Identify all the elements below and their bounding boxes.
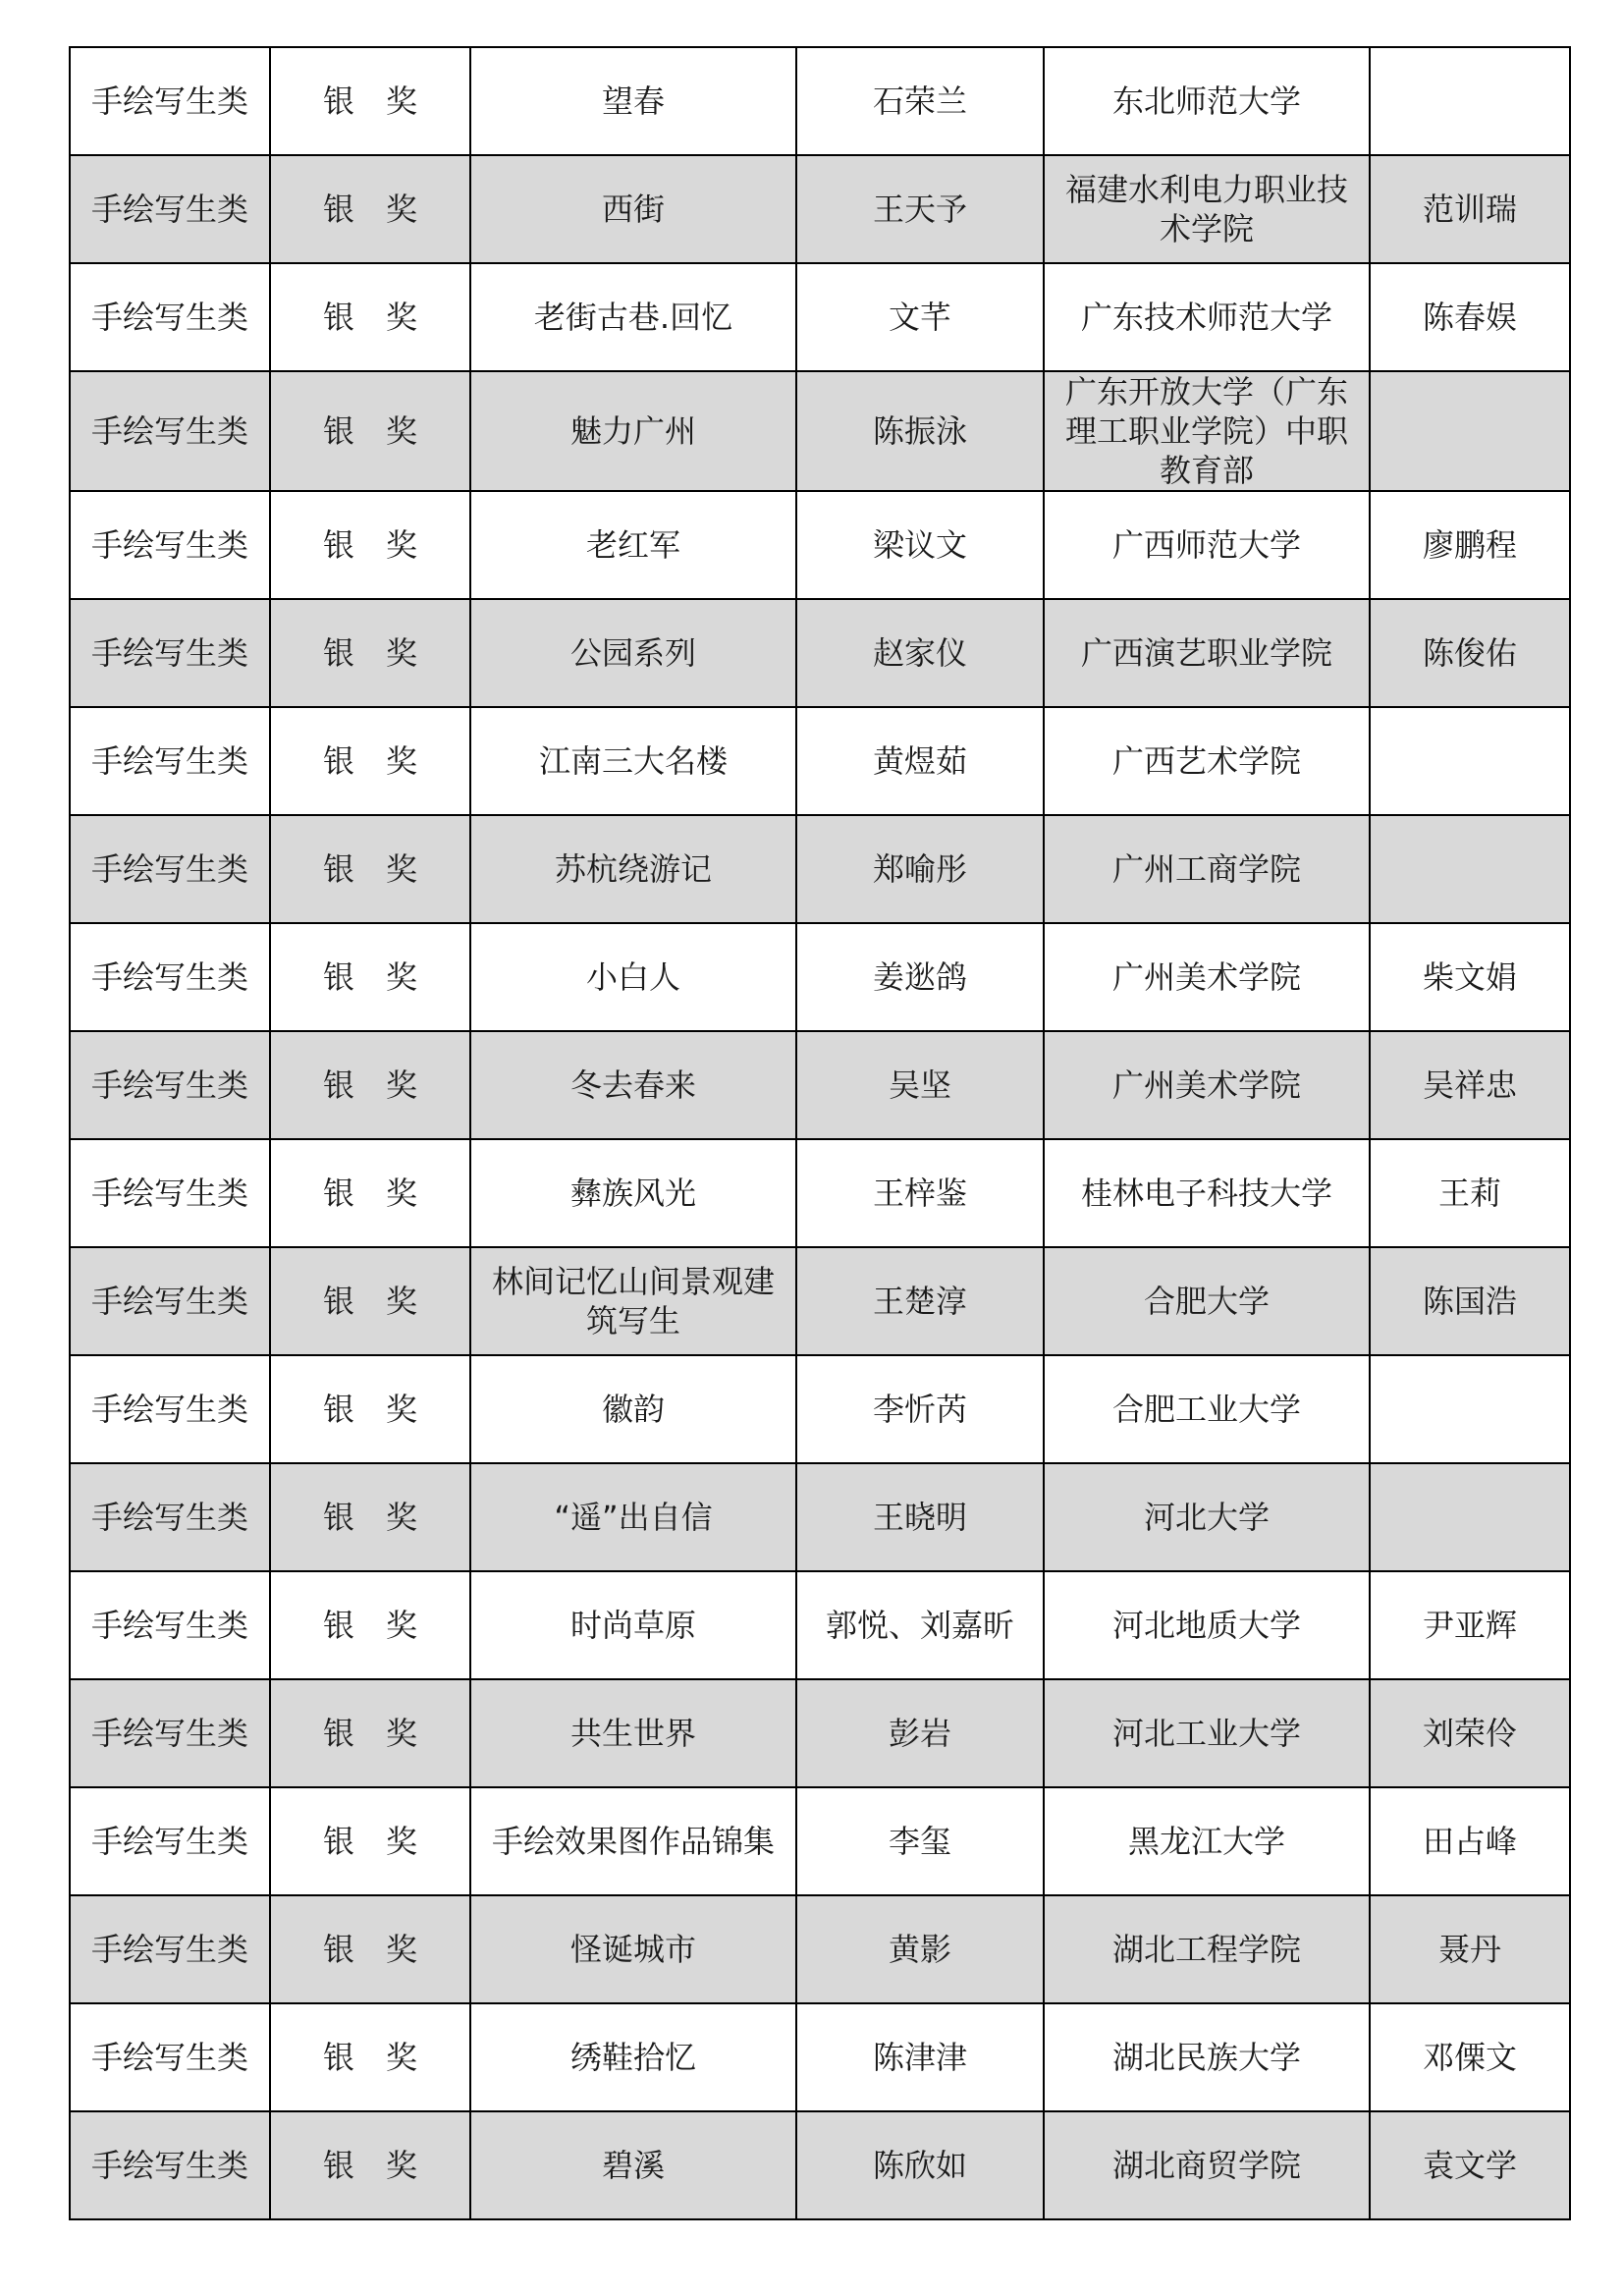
author-cell: 文芊: [796, 263, 1044, 371]
table-row: [70, 491, 1570, 599]
author-cell: 李玺: [796, 1787, 1044, 1895]
table-row: [70, 1895, 1570, 2003]
school-cell: 湖北商贸学院: [1044, 2111, 1370, 2219]
category-cell: 手绘写生类: [70, 1679, 270, 1787]
award-cell: 银 奖: [270, 47, 470, 155]
school-cell: 广州美术学院: [1044, 923, 1370, 1031]
work-title-cell: 手绘效果图作品锦集: [470, 1787, 796, 1895]
work-title-cell: 碧溪: [470, 2111, 796, 2219]
award-cell: 银 奖: [270, 491, 470, 599]
award-cell: 银 奖: [270, 923, 470, 1031]
school-cell: 东北师范大学: [1044, 47, 1370, 155]
school-cell: 合肥大学: [1044, 1247, 1370, 1355]
category-cell: 手绘写生类: [70, 155, 270, 263]
author-cell: 郑喻彤: [796, 815, 1044, 923]
category-cell: 手绘写生类: [70, 1787, 270, 1895]
category-cell: 手绘写生类: [70, 1031, 270, 1139]
author-cell: 王晓明: [796, 1463, 1044, 1571]
teacher-cell: 袁文学: [1370, 2111, 1570, 2219]
category-cell: 手绘写生类: [70, 599, 270, 707]
school-cell: 广西师范大学: [1044, 491, 1370, 599]
work-title-cell: 冬去春来: [470, 1031, 796, 1139]
school-cell: 广西艺术学院: [1044, 707, 1370, 815]
category-cell: 手绘写生类: [70, 2003, 270, 2111]
teacher-cell: 刘荣伶: [1370, 1679, 1570, 1787]
table-row: [70, 1679, 1570, 1787]
school-cell: 桂林电子科技大学: [1044, 1139, 1370, 1247]
table-row: [70, 47, 1570, 155]
table-row: [70, 263, 1570, 371]
work-title-cell: 共生世界: [470, 1679, 796, 1787]
teacher-cell: 王莉: [1370, 1139, 1570, 1247]
author-cell: 石荣兰: [796, 47, 1044, 155]
award-cell: 银 奖: [270, 1247, 470, 1355]
teacher-cell: 廖鹏程: [1370, 491, 1570, 599]
school-cell: 河北地质大学: [1044, 1571, 1370, 1679]
author-cell: 陈欣如: [796, 2111, 1044, 2219]
table-row: [70, 815, 1570, 923]
teacher-cell: 范训瑞: [1370, 155, 1570, 263]
award-list-sheet: [69, 46, 1571, 2220]
table-row: [70, 1139, 1570, 1247]
author-cell: 黄煜茹: [796, 707, 1044, 815]
category-cell: 手绘写生类: [70, 2111, 270, 2219]
award-cell: 银 奖: [270, 599, 470, 707]
author-cell: 陈津津: [796, 2003, 1044, 2111]
teacher-cell: 吴祥忠: [1370, 1031, 1570, 1139]
school-cell: 广州美术学院: [1044, 1031, 1370, 1139]
author-cell: 彭岩: [796, 1679, 1044, 1787]
work-title-cell: 绣鞋拾忆: [470, 2003, 796, 2111]
award-cell: 银 奖: [270, 263, 470, 371]
author-cell: 王楚淳: [796, 1247, 1044, 1355]
award-cell: 银 奖: [270, 2003, 470, 2111]
teacher-cell: [1370, 815, 1570, 923]
table-row: [70, 2003, 1570, 2111]
category-cell: 手绘写生类: [70, 263, 270, 371]
work-title-cell: 江南三大名楼: [470, 707, 796, 815]
author-cell: 陈振泳: [796, 371, 1044, 491]
category-cell: 手绘写生类: [70, 815, 270, 923]
teacher-cell: 陈国浩: [1370, 1247, 1570, 1355]
category-cell: 手绘写生类: [70, 371, 270, 491]
award-cell: 银 奖: [270, 2111, 470, 2219]
table-row: [70, 1571, 1570, 1679]
table-row: [70, 1463, 1570, 1571]
category-cell: 手绘写生类: [70, 47, 270, 155]
table-row: [70, 1247, 1570, 1355]
category-cell: 手绘写生类: [70, 1895, 270, 2003]
work-title-cell: 徽韵: [470, 1355, 796, 1463]
school-cell: 广西演艺职业学院: [1044, 599, 1370, 707]
work-title-cell: 怪诞城市: [470, 1895, 796, 2003]
work-title-cell: 彝族风光: [470, 1139, 796, 1247]
work-title-cell: 望春: [470, 47, 796, 155]
school-cell: 合肥工业大学: [1044, 1355, 1370, 1463]
teacher-cell: [1370, 707, 1570, 815]
author-cell: 黄影: [796, 1895, 1044, 2003]
category-cell: 手绘写生类: [70, 1355, 270, 1463]
work-title-cell: 小白人: [470, 923, 796, 1031]
school-cell: 湖北工程学院: [1044, 1895, 1370, 2003]
work-title-cell: 西街: [470, 155, 796, 263]
award-cell: 银 奖: [270, 1031, 470, 1139]
award-cell: 银 奖: [270, 815, 470, 923]
table-row: [70, 1787, 1570, 1895]
teacher-cell: 陈春娱: [1370, 263, 1570, 371]
work-title-cell: 苏杭绕游记: [470, 815, 796, 923]
category-cell: 手绘写生类: [70, 1463, 270, 1571]
teacher-cell: 陈俊佑: [1370, 599, 1570, 707]
author-cell: 梁议文: [796, 491, 1044, 599]
table-row: [70, 923, 1570, 1031]
teacher-cell: 柴文娟: [1370, 923, 1570, 1031]
school-cell: 广东技术师范大学: [1044, 263, 1370, 371]
school-cell: 福建水利电力职业技术学院: [1044, 155, 1370, 263]
award-cell: 银 奖: [270, 1571, 470, 1679]
table-row: [70, 155, 1570, 263]
category-cell: 手绘写生类: [70, 1571, 270, 1679]
work-title-cell: 时尚草原: [470, 1571, 796, 1679]
award-cell: 银 奖: [270, 1139, 470, 1247]
work-title-cell: 老街古巷.回忆: [470, 263, 796, 371]
award-cell: 银 奖: [270, 1355, 470, 1463]
school-cell: 广州工商学院: [1044, 815, 1370, 923]
category-cell: 手绘写生类: [70, 923, 270, 1031]
teacher-cell: [1370, 1355, 1570, 1463]
table-row: [70, 1031, 1570, 1139]
author-cell: 王梓鉴: [796, 1139, 1044, 1247]
teacher-cell: [1370, 47, 1570, 155]
table-row: [70, 1355, 1570, 1463]
teacher-cell: 尹亚辉: [1370, 1571, 1570, 1679]
table-row: [70, 2111, 1570, 2219]
school-cell: 河北工业大学: [1044, 1679, 1370, 1787]
award-cell: 银 奖: [270, 707, 470, 815]
table-row: [70, 599, 1570, 707]
work-title-cell: 公园系列: [470, 599, 796, 707]
author-cell: 郭悦、刘嘉昕: [796, 1571, 1044, 1679]
teacher-cell: [1370, 1463, 1570, 1571]
award-cell: 银 奖: [270, 1895, 470, 2003]
author-cell: 王天予: [796, 155, 1044, 263]
work-title-cell: 林间记忆山间景观建筑写生: [470, 1247, 796, 1355]
work-title-cell: “遥”出自信: [470, 1463, 796, 1571]
school-cell: 河北大学: [1044, 1463, 1370, 1571]
table-row: [70, 371, 1570, 491]
teacher-cell: 田占峰: [1370, 1787, 1570, 1895]
author-cell: 李忻芮: [796, 1355, 1044, 1463]
author-cell: 赵家仪: [796, 599, 1044, 707]
category-cell: 手绘写生类: [70, 1247, 270, 1355]
author-cell: 姜逖鸽: [796, 923, 1044, 1031]
award-cell: 银 奖: [270, 1787, 470, 1895]
category-cell: 手绘写生类: [70, 707, 270, 815]
teacher-cell: 邓傈文: [1370, 2003, 1570, 2111]
teacher-cell: 聂丹: [1370, 1895, 1570, 2003]
author-cell: 吴坚: [796, 1031, 1044, 1139]
award-table: [69, 46, 1571, 2220]
school-cell: 湖北民族大学: [1044, 2003, 1370, 2111]
school-cell: 黑龙江大学: [1044, 1787, 1370, 1895]
teacher-cell: [1370, 371, 1570, 491]
award-cell: 银 奖: [270, 1679, 470, 1787]
award-cell: 银 奖: [270, 155, 470, 263]
category-cell: 手绘写生类: [70, 1139, 270, 1247]
work-title-cell: 老红军: [470, 491, 796, 599]
school-cell: 广东开放大学（广东理工职业学院）中职教育部: [1044, 371, 1370, 491]
award-cell: 银 奖: [270, 371, 470, 491]
table-row: [70, 707, 1570, 815]
award-cell: 银 奖: [270, 1463, 470, 1571]
work-title-cell: 魅力广州: [470, 371, 796, 491]
category-cell: 手绘写生类: [70, 491, 270, 599]
